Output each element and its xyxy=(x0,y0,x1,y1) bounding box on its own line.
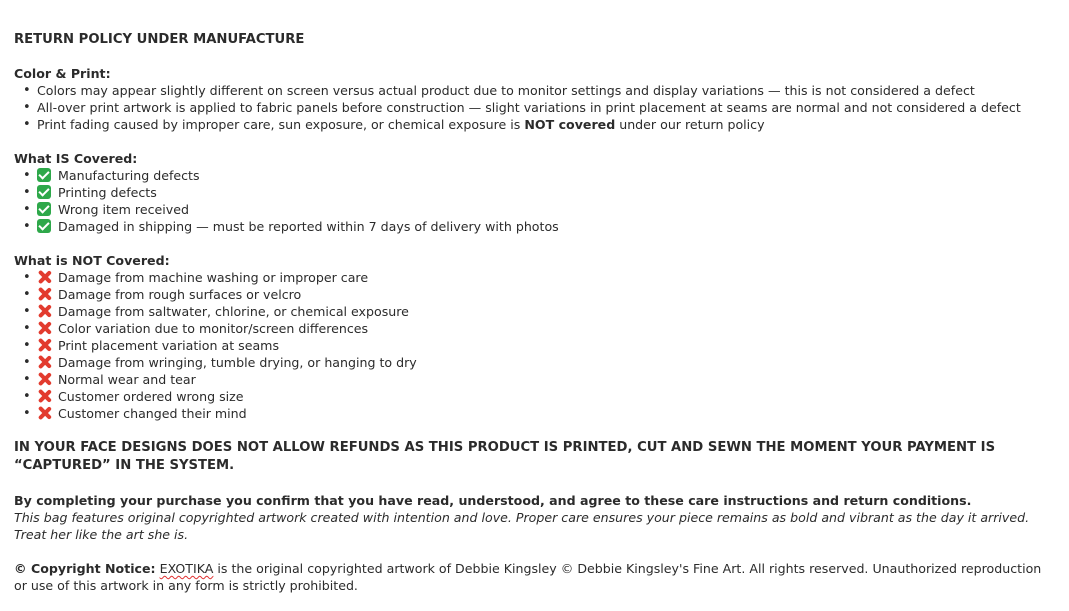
cross-mark-icon xyxy=(37,372,51,386)
list-item: • Wrong item received xyxy=(37,201,1055,218)
copyright-notice xyxy=(14,560,1055,594)
cross-mark-icon xyxy=(37,321,51,335)
cross-mark-icon xyxy=(37,304,51,318)
check-mark-icon xyxy=(37,219,51,233)
list-item: • Customer ordered wrong size xyxy=(37,388,1055,405)
list-item: • Damage from machine washing or improper care xyxy=(37,269,1055,286)
list-item: • Manufacturing defects xyxy=(37,167,1055,184)
list-item: • Damaged in shipping — must be reported within 7 days of delivery with photos xyxy=(37,218,1055,235)
cross-mark-icon xyxy=(37,270,51,284)
page-title: RETURN POLICY UNDER MANUFACTURE xyxy=(14,32,305,47)
confirmation-text: By completing your purchase you confirm that you have read, understood, and agree to these care instructions and return conditions. xyxy=(14,493,972,508)
no-refund-notice: IN YOUR FACE DESIGNS DOES NOT ALLOW REFUNDS AS THIS PRODUCT IS PRINTED, CUT AND SEWN THE MOMENT YOUR PAYMENT IS “CAPTURED” IN THE SYSTEM. xyxy=(14,440,996,473)
not-covered-emphasis: NOT covered xyxy=(524,117,616,132)
color-print-list xyxy=(14,82,1055,133)
artwork-name: EXOTIKA xyxy=(159,561,214,576)
color-print-title: Color & Print: xyxy=(14,66,111,81)
artwork-note: This bag features original copyrighted artwork created with intention and love. Proper care ensures your piece remains as bold and vibrant as the day it arrived. Treat her like the art she is. xyxy=(14,510,1030,542)
list-item: • Print placement variation at seams xyxy=(37,337,1055,354)
not-covered-title: What is NOT Covered: xyxy=(14,253,170,268)
list-item: • Printing defects xyxy=(37,184,1055,201)
cross-mark-icon xyxy=(37,338,51,352)
not-covered-list xyxy=(14,269,1055,422)
list-item: • Damage from wringing, tumble drying, or hanging to dry xyxy=(37,354,1055,371)
list-item: • All-over print artwork is applied to fabric panels before construction — slight variations in print placement at seams are normal and not considered a defect xyxy=(37,99,1055,116)
check-mark-icon xyxy=(37,202,51,216)
copyright-text: is the original copyrighted artwork of Debbie Kingsley © Debbie Kingsley's Fine Art. All rights reserved. Unauthorized reproduction or use of this artwork in any form is strictly prohibited. xyxy=(14,561,1042,593)
covered-list xyxy=(14,167,1055,235)
cross-mark-icon xyxy=(37,406,51,420)
cross-mark-icon xyxy=(37,287,51,301)
list-item: • Customer changed their mind xyxy=(37,405,1055,422)
covered-title: What IS Covered: xyxy=(14,151,138,166)
cross-mark-icon xyxy=(37,355,51,369)
list-item: • Normal wear and tear xyxy=(37,371,1055,388)
list-item: • Damage from saltwater, chlorine, or chemical exposure xyxy=(37,303,1055,320)
list-item: • Color variation due to monitor/screen differences xyxy=(37,320,1055,337)
list-item: • Damage from rough surfaces or velcro xyxy=(37,286,1055,303)
list-item: • Print fading caused by improper care, sun exposure, or chemical exposure is NOT covered under our return policy xyxy=(37,116,1055,133)
copyright-label: © Copyright Notice: xyxy=(14,561,156,576)
check-mark-icon xyxy=(37,168,51,182)
cross-mark-icon xyxy=(37,389,51,403)
check-mark-icon xyxy=(37,185,51,199)
list-item: • Colors may appear slightly different on screen versus actual product due to monitor settings and display variations — this is not considered a defect xyxy=(37,82,1055,99)
